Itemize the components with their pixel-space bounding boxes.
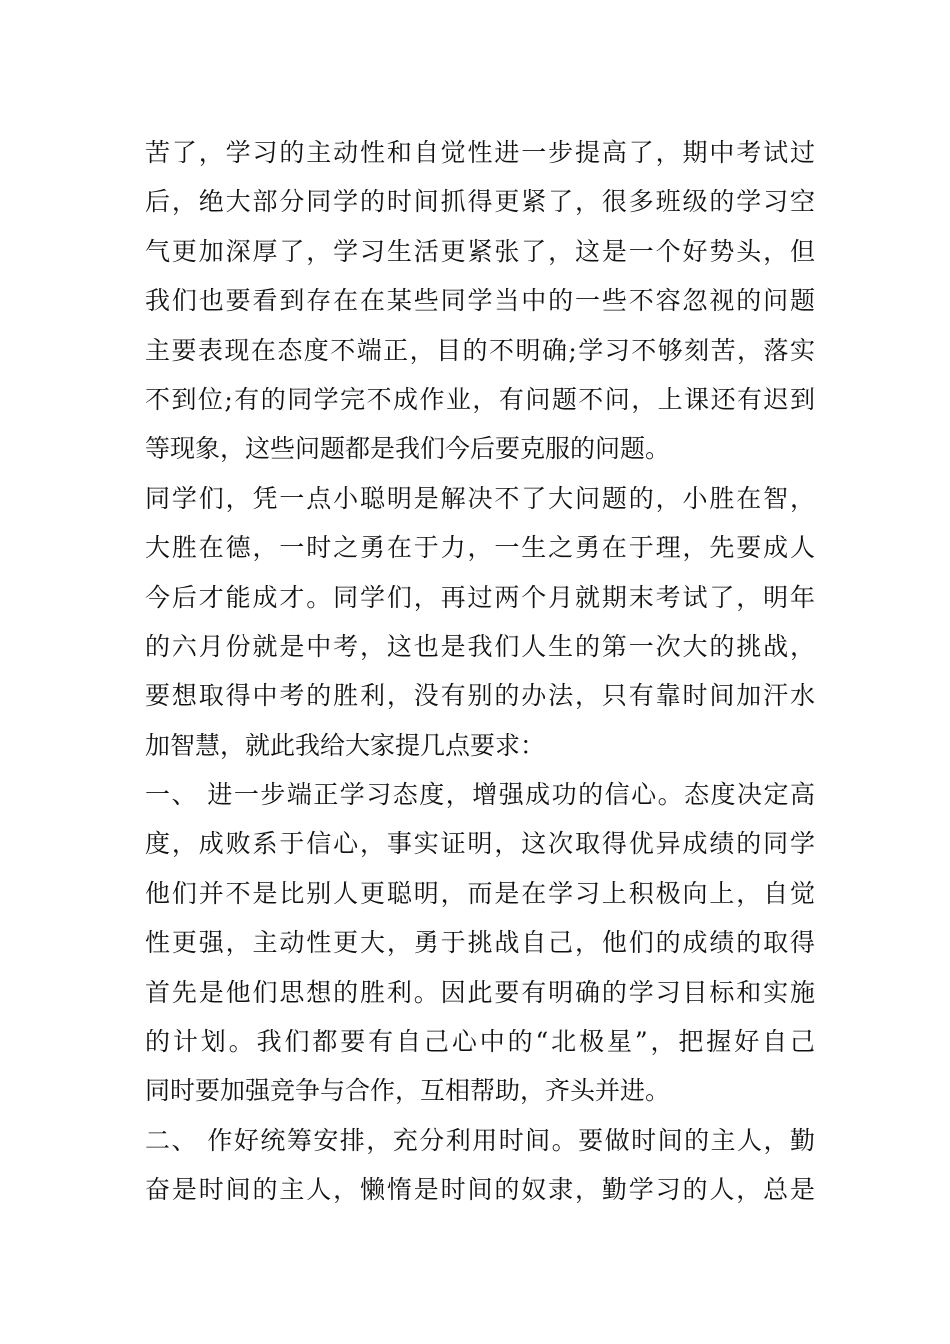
- text-line: 的计划。我们都要有自己心中的“北极星”，把握好自己: [145, 1027, 815, 1057]
- document-body-text: [145, 128, 815, 1215]
- text-line: 不到位;有的同学完不成作业，有问题不问，上课还有迟到: [145, 384, 815, 414]
- text-line: 主要表现在态度不端正，目的不明确;学习不够刻苦，落实: [145, 335, 815, 365]
- text-line: 度，成败系于信心，事实证明，这次取得优异成绩的同学: [145, 829, 815, 859]
- text-line: 苦了，学习的主动性和自觉性进一步提高了，期中考试过: [145, 138, 815, 167]
- text-line: 他们并不是比别人更聪明，而是在学习上积极向上，自觉: [145, 878, 815, 908]
- text-line: 等现象，这些问题都是我们今后要克服的问题。: [145, 434, 671, 464]
- text-line: 后，绝大部分同学的时间抓得更紧了，很多班级的学习空: [145, 187, 815, 217]
- text-line: 气更加深厚了，学习生活更紧张了，这是一个好势头，但: [145, 236, 815, 266]
- text-line: 加智慧，就此我给大家提几点要求：: [145, 730, 546, 760]
- text-line: 首先是他们思想的胜利。因此要有明确的学习目标和实施: [145, 977, 815, 1007]
- text-line: 同学们，凭一点小聪明是解决不了大问题的，小胜在智，: [145, 483, 815, 513]
- text-line: 大胜在德，一时之勇在于力，一生之勇在于理，先要成人: [145, 533, 815, 563]
- text-line: 性更强，主动性更大，勇于挑战自己，他们的成绩的取得: [145, 928, 815, 958]
- text-line: 二、 作好统筹安排，充分利用时间。要做时间的主人，勤: [145, 1125, 815, 1155]
- text-line: 的六月份就是中考，这也是我们人生的第一次大的挑战，: [145, 631, 815, 661]
- text-line: 我们也要看到存在在某些同学当中的一些不容忽视的问题: [145, 286, 815, 316]
- text-line: 要想取得中考的胜利，没有别的办法，只有靠时间加汗水: [145, 681, 815, 711]
- text-line: 一、 进一步端正学习态度，增强成功的信心。态度决定高: [145, 780, 815, 810]
- text-line: 同时要加强竞争与合作，互相帮助，齐头并进。: [145, 1076, 671, 1106]
- text-line: 今后才能成才。同学们，再过两个月就期末考试了，明年: [145, 582, 815, 612]
- text-line: 奋是时间的主人，懒惰是时间的奴隶，勤学习的人，总是: [145, 1175, 815, 1205]
